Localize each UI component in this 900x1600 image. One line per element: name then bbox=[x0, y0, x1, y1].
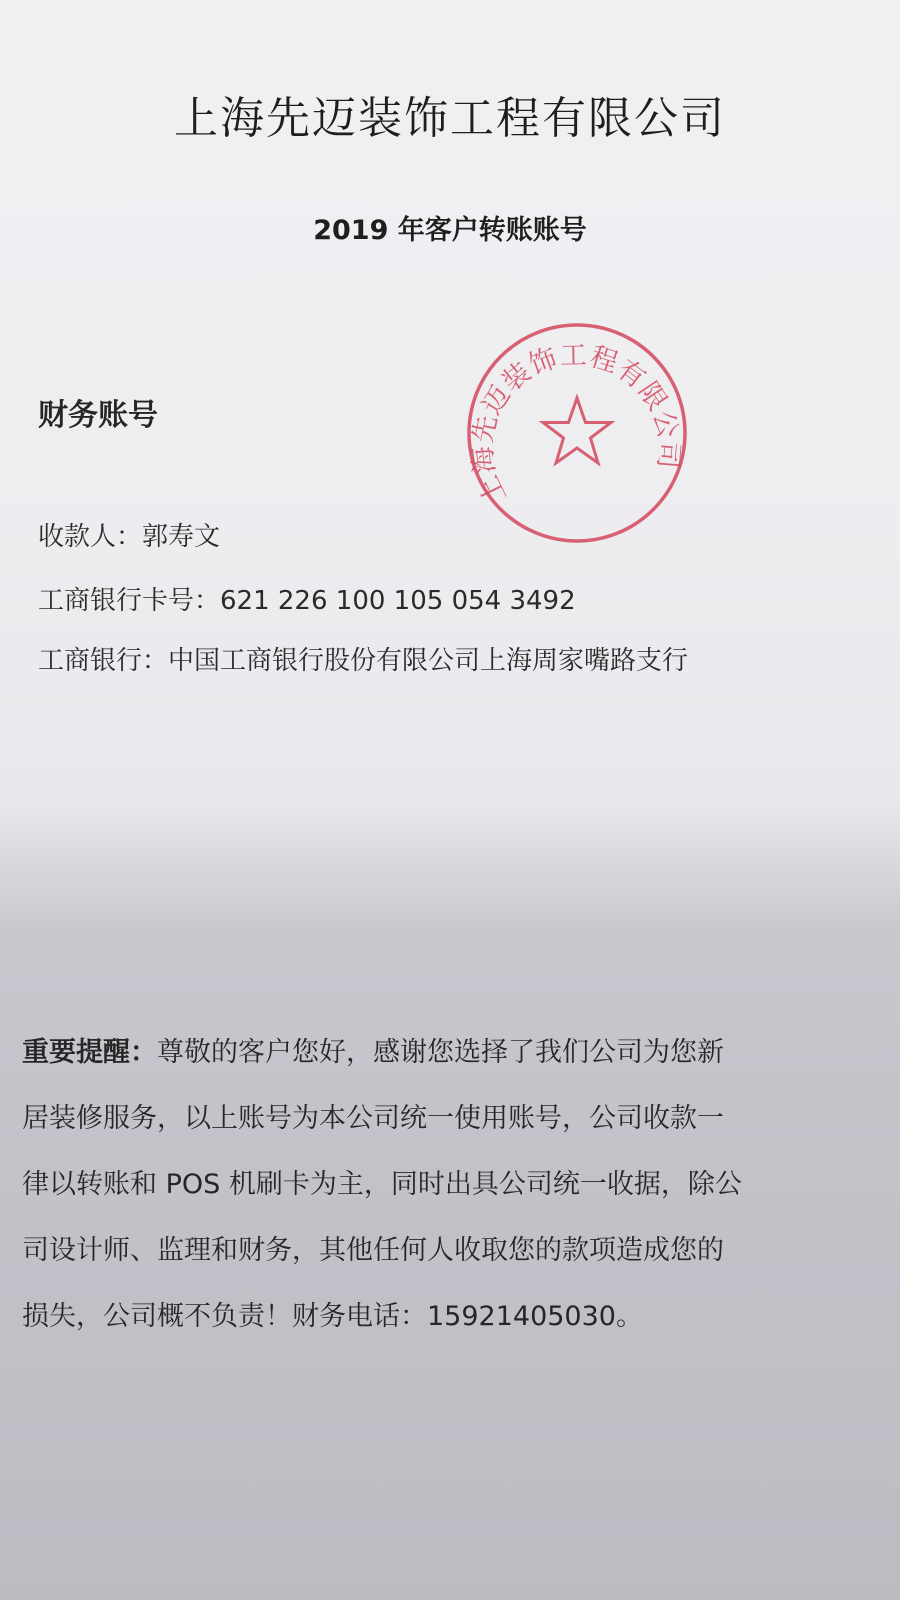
document-subtitle: 2019 年客户转账账号 bbox=[313, 215, 587, 246]
notice-line-3: 律以转账和 POS 机刷卡为主，同时出具公司统一收据，除公 bbox=[22, 1169, 742, 1200]
payee-line: 收款人：郭寿文 bbox=[38, 522, 221, 552]
seal-text: 上海先迈装饰工程有限公司 bbox=[466, 340, 685, 509]
notice-label: 重要提醒： bbox=[22, 1037, 157, 1068]
notice-line-2: 居装修服务，以上账号为本公司统一使用账号，公司收款一 bbox=[22, 1103, 724, 1134]
notice-line-1 bbox=[22, 1020, 884, 1086]
bank-card-number-line: 工商银行卡号：621 226 100 105 054 3492 bbox=[38, 586, 576, 616]
svg-text:上海先迈装饰工程有限公司 bbox=[467, 340, 685, 508]
important-notice bbox=[22, 1020, 884, 1350]
notice-line-4: 司设计师、监理和财务，其他任何人收取您的款项造成您的 bbox=[22, 1235, 724, 1266]
company-title: 上海先迈装饰工程有限公司 bbox=[174, 93, 726, 144]
notice-line-1-text: 尊敬的客户您好，感谢您选择了我们公司为您新 bbox=[157, 1037, 724, 1068]
seal-star-icon bbox=[543, 398, 611, 463]
notice-line-5: 损失，公司概不负责！财务电话：15921405030。 bbox=[22, 1301, 643, 1332]
company-seal-stamp bbox=[462, 318, 692, 548]
section-heading: 财务账号 bbox=[38, 398, 158, 433]
bank-branch-line: 工商银行：中国工商银行股份有限公司上海周家嘴路支行 bbox=[38, 646, 689, 676]
